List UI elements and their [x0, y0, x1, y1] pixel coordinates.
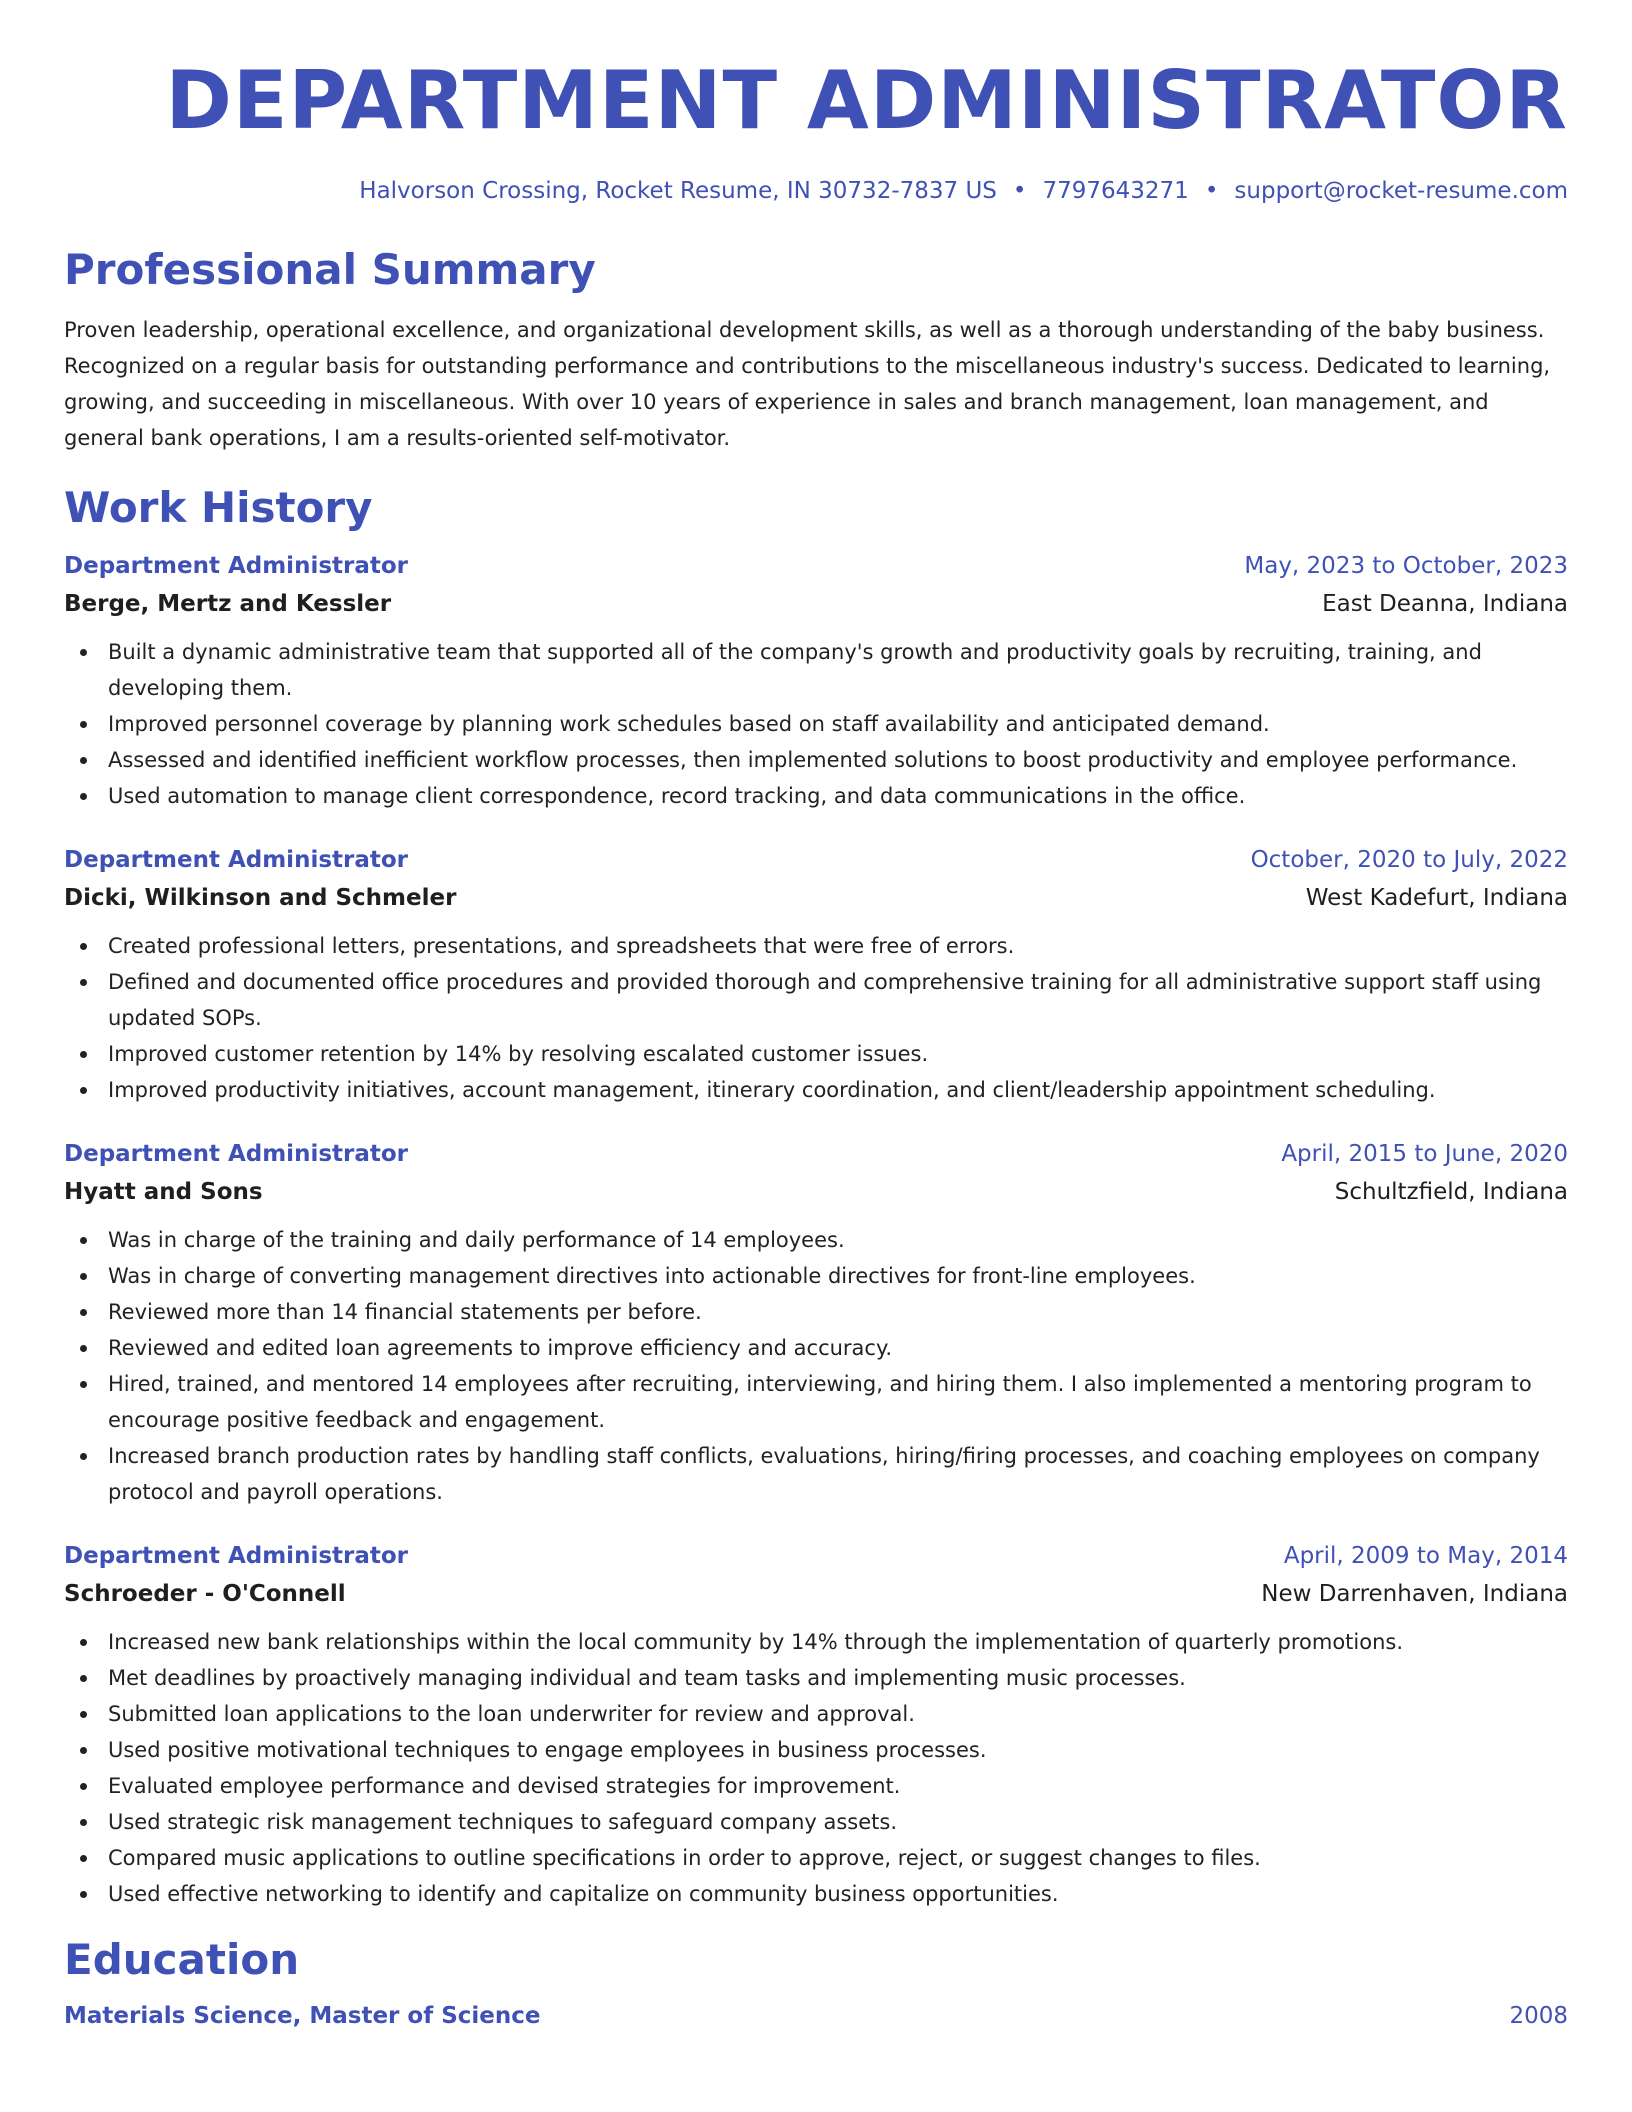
- job-bullets: [64, 928, 1568, 1108]
- bullet-item: Was in charge of the training and daily performance of 14 employees.: [64, 1222, 1568, 1258]
- job-entry: [64, 842, 1568, 1108]
- education-section: [64, 1934, 1568, 2034]
- company-name: Hyatt and Sons: [64, 1179, 263, 1205]
- address: Halvorson Crossing, Rocket Resume, IN 30732-7837 US: [359, 178, 997, 204]
- company-name: Berge, Mertz and Kessler: [64, 591, 392, 617]
- job-header-row: [64, 548, 1568, 584]
- job-entry: [64, 548, 1568, 814]
- email-link[interactable]: support@rocket-resume.com: [1234, 178, 1568, 204]
- summary-text: Proven leadership, operational excellence, and organizational development skills, as well as a thorough understanding of the baby business. Recognized on a regular basis for outstanding performance and contributions to the miscellaneous industry's success. Dedicated to learning, growing, and succeeding in miscellaneous. With over 10 years of experience in sales and branch management, loan management, and general bank operations, I am a results-oriented self-motivator.: [64, 318, 1551, 450]
- summary-section: [64, 244, 1568, 456]
- job-title: Department Administrator: [64, 1543, 409, 1569]
- bullet-item: Used automation to manage client correspondence, record tracking, and data communications in the office.: [64, 778, 1568, 814]
- resume-header: [64, 0, 1568, 206]
- summary-heading: Professional Summary: [64, 245, 596, 294]
- education-heading: Education: [64, 1935, 300, 1984]
- bullet-item: Assessed and identified inefficient workflow processes, then implemented solutions to boost productivity and employee performance.: [64, 742, 1568, 778]
- bullet-item: Was in charge of converting management directives into actionable directives for front-line employees.: [64, 1258, 1568, 1294]
- company-name: Dicki, Wilkinson and Schmeler: [64, 885, 457, 911]
- job-location: East Deanna, Indiana: [1322, 591, 1568, 617]
- job-location: New Darrenhaven, Indiana: [1261, 1581, 1568, 1607]
- job-dates: April, 2009 to May, 2014: [1283, 1543, 1568, 1569]
- job-location: Schultzfield, Indiana: [1334, 1179, 1568, 1205]
- bullet-item: Submitted loan applications to the loan underwriter for review and approval.: [64, 1696, 1568, 1732]
- bullet-item: Reviewed more than 14 financial statements per before.: [64, 1294, 1568, 1330]
- work-history-section: [64, 482, 1568, 1912]
- contact-separator: •: [1204, 178, 1219, 204]
- education-entry: [64, 1998, 1568, 2034]
- job-company-row: [64, 584, 1568, 624]
- job-title: Department Administrator: [64, 847, 409, 873]
- degree: Materials Science, Master of Science: [64, 2003, 541, 2029]
- contact-separator: •: [1012, 178, 1027, 204]
- bullet-item: Evaluated employee performance and devised strategies for improvement.: [64, 1768, 1568, 1804]
- bullet-item: Defined and documented office procedures and provided thorough and comprehensive training for all administrative support staff using updated SOPs.: [64, 964, 1568, 1036]
- job-bullets: [64, 634, 1568, 814]
- bullet-item: Increased new bank relationships within the local community by 14% through the implementation of quarterly promotions.: [64, 1624, 1568, 1660]
- bullet-item: Compared music applications to outline specifications in order to approve, reject, or suggest changes to files.: [64, 1840, 1568, 1876]
- phone: 7797643271: [1042, 178, 1189, 204]
- job-entry: [64, 1538, 1568, 1912]
- bullet-item: Increased branch production rates by handling staff conflicts, evaluations, hiring/firing processes, and coaching employees on company protocol and payroll operations.: [64, 1438, 1568, 1510]
- bullet-item: Hired, trained, and mentored 14 employees after recruiting, interviewing, and hiring them. I also implemented a mentoring program to encourage positive feedback and engagement.: [64, 1366, 1568, 1438]
- job-dates: May, 2023 to October, 2023: [1244, 553, 1568, 579]
- bullet-item: Improved personnel coverage by planning work schedules based on staff availability and anticipated demand.: [64, 706, 1568, 742]
- job-location: West Kadefurt, Indiana: [1305, 885, 1568, 911]
- work-history-heading: Work History: [64, 483, 373, 532]
- job-company-row: [64, 1574, 1568, 1614]
- bullet-item: Created professional letters, presentations, and spreadsheets that were free of errors.: [64, 928, 1568, 964]
- job-header-row: [64, 842, 1568, 878]
- bullet-item: Used effective networking to identify and capitalize on community business opportunities.: [64, 1876, 1568, 1912]
- job-dates: April, 2015 to June, 2020: [1281, 1141, 1568, 1167]
- bullet-item: Used positive motivational techniques to engage employees in business processes.: [64, 1732, 1568, 1768]
- job-bullets: [64, 1222, 1568, 1510]
- bullet-item: Built a dynamic administrative team that supported all of the company's growth and productivity goals by recruiting, training, and developing them.: [64, 634, 1568, 706]
- job-dates: October, 2020 to July, 2022: [1250, 847, 1568, 873]
- bullet-item: Reviewed and edited loan agreements to improve efficiency and accuracy.: [64, 1330, 1568, 1366]
- bullet-item: Used strategic risk management techniques to safeguard company assets.: [64, 1804, 1568, 1840]
- candidate-title: DEPARTMENT ADMINISTRATOR: [165, 54, 1568, 147]
- job-title: Department Administrator: [64, 553, 409, 579]
- bullet-item: Met deadlines by proactively managing individual and team tasks and implementing music processes.: [64, 1660, 1568, 1696]
- job-header-row: [64, 1136, 1568, 1172]
- bullet-item: Improved productivity initiatives, account management, itinerary coordination, and client/leadership appointment scheduling.: [64, 1072, 1568, 1108]
- job-header-row: [64, 1538, 1568, 1574]
- job-company-row: [64, 878, 1568, 918]
- company-name: Schroeder - O'Connell: [64, 1581, 346, 1607]
- contact-line: [64, 176, 1568, 206]
- bullet-item: Improved customer retention by 14% by resolving escalated customer issues.: [64, 1036, 1568, 1072]
- job-bullets: [64, 1624, 1568, 1912]
- job-title: Department Administrator: [64, 1141, 409, 1167]
- job-company-row: [64, 1172, 1568, 1212]
- job-entry: [64, 1136, 1568, 1510]
- graduation-year: 2008: [1509, 2003, 1568, 2029]
